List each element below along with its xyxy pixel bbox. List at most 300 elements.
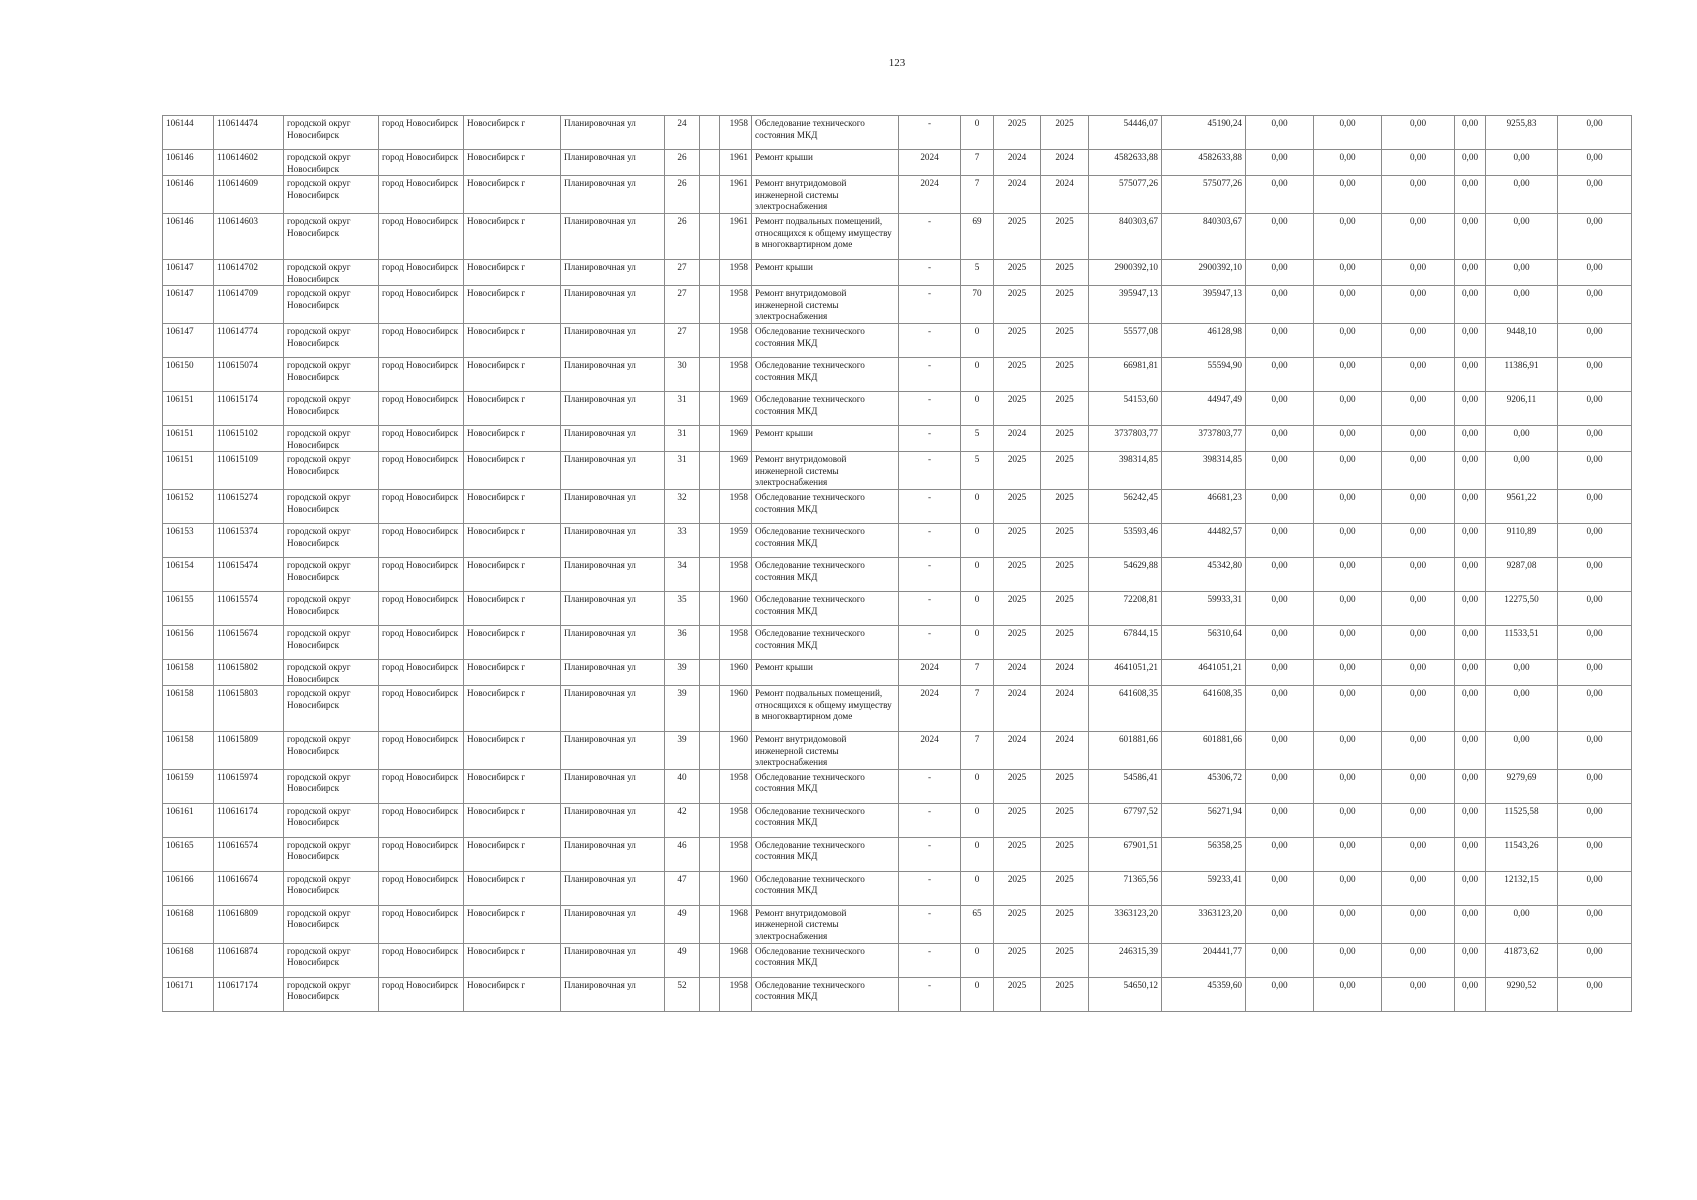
cell-regional-fund: 56310,64: [1162, 625, 1246, 659]
cell-wear-percent: 0: [961, 391, 994, 425]
cell-owners-funds: 0,00: [1455, 176, 1486, 214]
cell-object-id: 106147: [163, 323, 214, 357]
cell-build-year: 1969: [720, 425, 752, 451]
cell-wear-percent: 7: [961, 150, 994, 176]
cell-municipal-district: городской округ Новосибирск: [284, 259, 379, 285]
cell-object-id: 106156: [163, 625, 214, 659]
cell-municipal-district: городской округ Новосибирск: [284, 659, 379, 685]
cell-build-year: 1958: [720, 489, 752, 523]
cell-regional-fund: 45359,60: [1162, 977, 1246, 1011]
cell-start-year: 2025: [994, 323, 1041, 357]
cell-street: Планировочная ул: [561, 391, 665, 425]
cell-city: Новосибирск г: [464, 837, 561, 871]
cell-municipal-district: городской округ Новосибирск: [284, 686, 379, 732]
cell-extra-funds: 0,00: [1558, 452, 1632, 490]
cell-end-year: 2025: [1041, 116, 1089, 150]
cell-house-number: 52: [665, 977, 700, 1011]
cell-owners-funds: 0,00: [1455, 686, 1486, 732]
cell-extra-funds: 0,00: [1558, 323, 1632, 357]
cell-street: Планировочная ул: [561, 357, 665, 391]
cell-plan-year: -: [899, 116, 961, 150]
cell-local-budget: 0,00: [1382, 625, 1455, 659]
cell-total-cost: 55577,08: [1089, 323, 1162, 357]
cell-build-year: 1958: [720, 323, 752, 357]
cell-street: Планировочная ул: [561, 837, 665, 871]
cell-regional-budget: 0,00: [1314, 116, 1382, 150]
cell-regional-fund: 204441,77: [1162, 943, 1246, 977]
cell-other-funds: 11525,58: [1486, 803, 1558, 837]
cell-street: Планировочная ул: [561, 286, 665, 324]
cell-work-type: Обследование технического состояния МКД: [752, 523, 899, 557]
cell-owners-funds: 0,00: [1455, 977, 1486, 1011]
cell-work-type: Обследование технического состояния МКД: [752, 871, 899, 905]
cell-wear-percent: 0: [961, 323, 994, 357]
cell-federal-funds: 0,00: [1246, 837, 1314, 871]
cell-work-type: Ремонт крыши: [752, 259, 899, 285]
cell-settlement: город Новосибирск: [379, 323, 464, 357]
cell-other-funds: 12275,50: [1486, 591, 1558, 625]
cell-start-year: 2025: [994, 591, 1041, 625]
cell-work-code: 110614474: [214, 116, 284, 150]
cell-other-funds: 0,00: [1486, 150, 1558, 176]
cell-regional-fund: 398314,85: [1162, 452, 1246, 490]
cell-building: [700, 150, 720, 176]
cell-wear-percent: 0: [961, 116, 994, 150]
cell-building: [700, 803, 720, 837]
cell-other-funds: 0,00: [1486, 213, 1558, 259]
cell-build-year: 1968: [720, 943, 752, 977]
cell-regional-fund: 3363123,20: [1162, 905, 1246, 943]
cell-extra-funds: 0,00: [1558, 769, 1632, 803]
cell-city: Новосибирск г: [464, 323, 561, 357]
cell-settlement: город Новосибирск: [379, 837, 464, 871]
cell-regional-budget: 0,00: [1314, 557, 1382, 591]
cell-owners-funds: 0,00: [1455, 905, 1486, 943]
cell-owners-funds: 0,00: [1455, 357, 1486, 391]
cell-owners-funds: 0,00: [1455, 557, 1486, 591]
cell-house-number: 27: [665, 323, 700, 357]
cell-build-year: 1958: [720, 357, 752, 391]
cell-total-cost: 72208,81: [1089, 591, 1162, 625]
cell-regional-fund: 601881,66: [1162, 732, 1246, 770]
cell-owners-funds: 0,00: [1455, 523, 1486, 557]
cell-other-funds: 0,00: [1486, 176, 1558, 214]
cell-wear-percent: 5: [961, 425, 994, 451]
cell-settlement: город Новосибирск: [379, 150, 464, 176]
cell-work-code: 110615674: [214, 625, 284, 659]
table-row: [163, 489, 1632, 523]
cell-plan-year: -: [899, 905, 961, 943]
cell-work-code: 110615109: [214, 452, 284, 490]
cell-municipal-district: городской округ Новосибирск: [284, 871, 379, 905]
cell-other-funds: 0,00: [1486, 425, 1558, 451]
cell-extra-funds: 0,00: [1558, 150, 1632, 176]
table-row: [163, 803, 1632, 837]
cell-municipal-district: городской округ Новосибирск: [284, 943, 379, 977]
cell-owners-funds: 0,00: [1455, 116, 1486, 150]
cell-city: Новосибирск г: [464, 625, 561, 659]
table-row: [163, 769, 1632, 803]
cell-municipal-district: городской округ Новосибирск: [284, 357, 379, 391]
cell-settlement: город Новосибирск: [379, 286, 464, 324]
cell-plan-year: -: [899, 769, 961, 803]
cell-end-year: 2025: [1041, 452, 1089, 490]
cell-house-number: 31: [665, 452, 700, 490]
cell-regional-budget: 0,00: [1314, 213, 1382, 259]
registry-body: [163, 116, 1632, 1012]
cell-city: Новосибирск г: [464, 452, 561, 490]
cell-wear-percent: 0: [961, 871, 994, 905]
cell-municipal-district: городской округ Новосибирск: [284, 625, 379, 659]
cell-end-year: 2025: [1041, 523, 1089, 557]
cell-work-type: Ремонт внутридомовой инженерной системы электроснабжения: [752, 905, 899, 943]
cell-city: Новосибирск г: [464, 871, 561, 905]
cell-federal-funds: 0,00: [1246, 625, 1314, 659]
cell-work-type: Обследование технического состояния МКД: [752, 943, 899, 977]
cell-object-id: 106147: [163, 286, 214, 324]
cell-settlement: город Новосибирск: [379, 452, 464, 490]
cell-work-type: Ремонт крыши: [752, 425, 899, 451]
cell-build-year: 1959: [720, 523, 752, 557]
cell-municipal-district: городской округ Новосибирск: [284, 213, 379, 259]
cell-work-code: 110615802: [214, 659, 284, 685]
cell-extra-funds: 0,00: [1558, 425, 1632, 451]
cell-federal-funds: 0,00: [1246, 286, 1314, 324]
cell-work-type: Ремонт внутридомовой инженерной системы электроснабжения: [752, 732, 899, 770]
cell-build-year: 1960: [720, 591, 752, 625]
cell-regional-budget: 0,00: [1314, 905, 1382, 943]
cell-settlement: город Новосибирск: [379, 176, 464, 214]
cell-plan-year: -: [899, 425, 961, 451]
cell-regional-fund: 59233,41: [1162, 871, 1246, 905]
cell-regional-fund: 4641051,21: [1162, 659, 1246, 685]
cell-owners-funds: 0,00: [1455, 659, 1486, 685]
cell-city: Новосибирск г: [464, 557, 561, 591]
cell-regional-fund: 46128,98: [1162, 323, 1246, 357]
cell-building: [700, 732, 720, 770]
cell-street: Планировочная ул: [561, 871, 665, 905]
cell-regional-budget: 0,00: [1314, 489, 1382, 523]
cell-extra-funds: 0,00: [1558, 176, 1632, 214]
cell-wear-percent: 0: [961, 769, 994, 803]
cell-build-year: 1958: [720, 286, 752, 324]
cell-other-funds: 11543,26: [1486, 837, 1558, 871]
cell-extra-funds: 0,00: [1558, 905, 1632, 943]
cell-federal-funds: 0,00: [1246, 557, 1314, 591]
cell-end-year: 2024: [1041, 150, 1089, 176]
cell-municipal-district: городской округ Новосибирск: [284, 391, 379, 425]
cell-extra-funds: 0,00: [1558, 659, 1632, 685]
cell-wear-percent: 65: [961, 905, 994, 943]
cell-regional-fund: 44482,57: [1162, 523, 1246, 557]
cell-regional-fund: 395947,13: [1162, 286, 1246, 324]
cell-build-year: 1958: [720, 116, 752, 150]
cell-build-year: 1969: [720, 391, 752, 425]
cell-street: Планировочная ул: [561, 769, 665, 803]
cell-city: Новосибирск г: [464, 425, 561, 451]
cell-object-id: 106151: [163, 391, 214, 425]
cell-build-year: 1969: [720, 452, 752, 490]
cell-other-funds: 11386,91: [1486, 357, 1558, 391]
cell-city: Новосибирск г: [464, 150, 561, 176]
cell-house-number: 27: [665, 259, 700, 285]
cell-end-year: 2025: [1041, 323, 1089, 357]
cell-object-id: 106168: [163, 943, 214, 977]
cell-regional-fund: 55594,90: [1162, 357, 1246, 391]
cell-extra-funds: 0,00: [1558, 591, 1632, 625]
cell-city: Новосибирск г: [464, 259, 561, 285]
cell-local-budget: 0,00: [1382, 425, 1455, 451]
cell-city: Новосибирск г: [464, 686, 561, 732]
table-row: [163, 977, 1632, 1011]
cell-settlement: город Новосибирск: [379, 769, 464, 803]
cell-other-funds: 9110,89: [1486, 523, 1558, 557]
cell-municipal-district: городской округ Новосибирск: [284, 150, 379, 176]
cell-total-cost: 601881,66: [1089, 732, 1162, 770]
cell-local-budget: 0,00: [1382, 591, 1455, 625]
cell-local-budget: 0,00: [1382, 150, 1455, 176]
cell-total-cost: 4641051,21: [1089, 659, 1162, 685]
cell-house-number: 47: [665, 871, 700, 905]
table-row: [163, 391, 1632, 425]
cell-end-year: 2025: [1041, 591, 1089, 625]
cell-regional-fund: 840303,67: [1162, 213, 1246, 259]
cell-house-number: 36: [665, 625, 700, 659]
cell-work-type: Ремонт подвальных помещений, относящихся к общему имуществу в многоквартирном доме: [752, 213, 899, 259]
cell-wear-percent: 7: [961, 686, 994, 732]
cell-regional-fund: 45190,24: [1162, 116, 1246, 150]
cell-wear-percent: 0: [961, 523, 994, 557]
cell-federal-funds: 0,00: [1246, 213, 1314, 259]
cell-end-year: 2025: [1041, 357, 1089, 391]
cell-local-budget: 0,00: [1382, 943, 1455, 977]
cell-federal-funds: 0,00: [1246, 871, 1314, 905]
cell-other-funds: 41873,62: [1486, 943, 1558, 977]
cell-work-code: 110615274: [214, 489, 284, 523]
cell-object-id: 106154: [163, 557, 214, 591]
cell-work-code: 110615102: [214, 425, 284, 451]
cell-other-funds: 9290,52: [1486, 977, 1558, 1011]
cell-other-funds: 9206,11: [1486, 391, 1558, 425]
cell-local-budget: 0,00: [1382, 357, 1455, 391]
cell-settlement: город Новосибирск: [379, 557, 464, 591]
cell-extra-funds: 0,00: [1558, 523, 1632, 557]
cell-local-budget: 0,00: [1382, 391, 1455, 425]
cell-work-code: 110615574: [214, 591, 284, 625]
cell-municipal-district: городской округ Новосибирск: [284, 116, 379, 150]
cell-municipal-district: городской округ Новосибирск: [284, 837, 379, 871]
cell-house-number: 27: [665, 286, 700, 324]
cell-city: Новосибирск г: [464, 977, 561, 1011]
cell-work-code: 110614702: [214, 259, 284, 285]
cell-start-year: 2024: [994, 686, 1041, 732]
cell-city: Новосибирск г: [464, 489, 561, 523]
cell-start-year: 2024: [994, 176, 1041, 214]
cell-federal-funds: 0,00: [1246, 977, 1314, 1011]
cell-house-number: 30: [665, 357, 700, 391]
table-row: [163, 625, 1632, 659]
cell-street: Планировочная ул: [561, 150, 665, 176]
cell-municipal-district: городской округ Новосибирск: [284, 489, 379, 523]
cell-building: [700, 686, 720, 732]
cell-regional-budget: 0,00: [1314, 391, 1382, 425]
cell-federal-funds: 0,00: [1246, 905, 1314, 943]
cell-work-code: 110615074: [214, 357, 284, 391]
cell-end-year: 2025: [1041, 943, 1089, 977]
cell-city: Новосибирск г: [464, 769, 561, 803]
cell-end-year: 2024: [1041, 659, 1089, 685]
cell-work-type: Ремонт внутридомовой инженерной системы электроснабжения: [752, 176, 899, 214]
cell-end-year: 2025: [1041, 837, 1089, 871]
cell-building: [700, 213, 720, 259]
cell-settlement: город Новосибирск: [379, 732, 464, 770]
cell-end-year: 2025: [1041, 286, 1089, 324]
cell-end-year: 2025: [1041, 769, 1089, 803]
cell-start-year: 2025: [994, 286, 1041, 324]
cell-other-funds: 0,00: [1486, 659, 1558, 685]
cell-settlement: город Новосибирск: [379, 523, 464, 557]
cell-municipal-district: городской округ Новосибирск: [284, 591, 379, 625]
cell-city: Новосибирск г: [464, 905, 561, 943]
cell-work-type: Обследование технического состояния МКД: [752, 557, 899, 591]
cell-plan-year: -: [899, 489, 961, 523]
cell-regional-budget: 0,00: [1314, 452, 1382, 490]
table-row: [163, 591, 1632, 625]
cell-extra-funds: 0,00: [1558, 871, 1632, 905]
cell-federal-funds: 0,00: [1246, 489, 1314, 523]
cell-work-code: 110615809: [214, 732, 284, 770]
cell-plan-year: -: [899, 259, 961, 285]
cell-build-year: 1960: [720, 871, 752, 905]
cell-federal-funds: 0,00: [1246, 769, 1314, 803]
table-row: [163, 837, 1632, 871]
table-row: [163, 686, 1632, 732]
cell-plan-year: -: [899, 557, 961, 591]
cell-object-id: 106151: [163, 452, 214, 490]
cell-federal-funds: 0,00: [1246, 943, 1314, 977]
cell-build-year: 1961: [720, 150, 752, 176]
cell-local-budget: 0,00: [1382, 489, 1455, 523]
cell-municipal-district: городской округ Новосибирск: [284, 977, 379, 1011]
cell-local-budget: 0,00: [1382, 523, 1455, 557]
cell-plan-year: 2024: [899, 659, 961, 685]
cell-total-cost: 3363123,20: [1089, 905, 1162, 943]
cell-start-year: 2025: [994, 523, 1041, 557]
cell-regional-fund: 56271,94: [1162, 803, 1246, 837]
cell-settlement: город Новосибирск: [379, 116, 464, 150]
cell-start-year: 2025: [994, 452, 1041, 490]
cell-end-year: 2024: [1041, 176, 1089, 214]
cell-start-year: 2025: [994, 769, 1041, 803]
cell-municipal-district: городской округ Новосибирск: [284, 286, 379, 324]
cell-work-code: 110615474: [214, 557, 284, 591]
cell-total-cost: 54446,07: [1089, 116, 1162, 150]
cell-wear-percent: 0: [961, 977, 994, 1011]
cell-build-year: 1958: [720, 625, 752, 659]
cell-owners-funds: 0,00: [1455, 286, 1486, 324]
cell-owners-funds: 0,00: [1455, 837, 1486, 871]
cell-local-budget: 0,00: [1382, 803, 1455, 837]
cell-start-year: 2025: [994, 489, 1041, 523]
cell-build-year: 1958: [720, 769, 752, 803]
cell-other-funds: 0,00: [1486, 452, 1558, 490]
cell-build-year: 1960: [720, 732, 752, 770]
cell-end-year: 2024: [1041, 732, 1089, 770]
table-row: [163, 905, 1632, 943]
cell-city: Новосибирск г: [464, 357, 561, 391]
cell-local-budget: 0,00: [1382, 557, 1455, 591]
cell-wear-percent: 7: [961, 659, 994, 685]
cell-plan-year: -: [899, 871, 961, 905]
cell-work-type: Обследование технического состояния МКД: [752, 116, 899, 150]
cell-settlement: город Новосибирск: [379, 803, 464, 837]
cell-work-code: 110616874: [214, 943, 284, 977]
cell-building: [700, 452, 720, 490]
cell-regional-fund: 44947,49: [1162, 391, 1246, 425]
cell-regional-budget: 0,00: [1314, 323, 1382, 357]
cell-plan-year: -: [899, 523, 961, 557]
cell-wear-percent: 0: [961, 489, 994, 523]
cell-wear-percent: 69: [961, 213, 994, 259]
cell-work-type: Ремонт крыши: [752, 659, 899, 685]
cell-settlement: город Новосибирск: [379, 591, 464, 625]
cell-building: [700, 176, 720, 214]
cell-wear-percent: 5: [961, 452, 994, 490]
table-row: [163, 213, 1632, 259]
cell-city: Новосибирск г: [464, 286, 561, 324]
cell-federal-funds: 0,00: [1246, 523, 1314, 557]
cell-regional-fund: 641608,35: [1162, 686, 1246, 732]
cell-regional-budget: 0,00: [1314, 803, 1382, 837]
cell-end-year: 2025: [1041, 625, 1089, 659]
cell-work-code: 110616574: [214, 837, 284, 871]
cell-local-budget: 0,00: [1382, 977, 1455, 1011]
cell-other-funds: 0,00: [1486, 286, 1558, 324]
cell-work-type: Обследование технического состояния МКД: [752, 625, 899, 659]
table-row: [163, 259, 1632, 285]
cell-extra-funds: 0,00: [1558, 391, 1632, 425]
cell-local-budget: 0,00: [1382, 213, 1455, 259]
cell-local-budget: 0,00: [1382, 659, 1455, 685]
cell-total-cost: 54153,60: [1089, 391, 1162, 425]
cell-total-cost: 54650,12: [1089, 977, 1162, 1011]
cell-object-id: 106146: [163, 176, 214, 214]
cell-house-number: 46: [665, 837, 700, 871]
cell-build-year: 1958: [720, 259, 752, 285]
cell-total-cost: 246315,39: [1089, 943, 1162, 977]
cell-wear-percent: 70: [961, 286, 994, 324]
cell-end-year: 2025: [1041, 391, 1089, 425]
cell-end-year: 2025: [1041, 557, 1089, 591]
cell-object-id: 106161: [163, 803, 214, 837]
cell-build-year: 1961: [720, 176, 752, 214]
cell-regional-budget: 0,00: [1314, 732, 1382, 770]
cell-regional-budget: 0,00: [1314, 357, 1382, 391]
cell-work-type: Ремонт внутридомовой инженерной системы электроснабжения: [752, 452, 899, 490]
cell-work-type: Обследование технического состояния МКД: [752, 837, 899, 871]
cell-start-year: 2025: [994, 357, 1041, 391]
cell-local-budget: 0,00: [1382, 732, 1455, 770]
cell-owners-funds: 0,00: [1455, 213, 1486, 259]
cell-building: [700, 286, 720, 324]
cell-work-code: 110615974: [214, 769, 284, 803]
cell-street: Планировочная ул: [561, 977, 665, 1011]
cell-house-number: 33: [665, 523, 700, 557]
cell-end-year: 2025: [1041, 425, 1089, 451]
cell-house-number: 32: [665, 489, 700, 523]
cell-house-number: 42: [665, 803, 700, 837]
cell-other-funds: 9287,08: [1486, 557, 1558, 591]
